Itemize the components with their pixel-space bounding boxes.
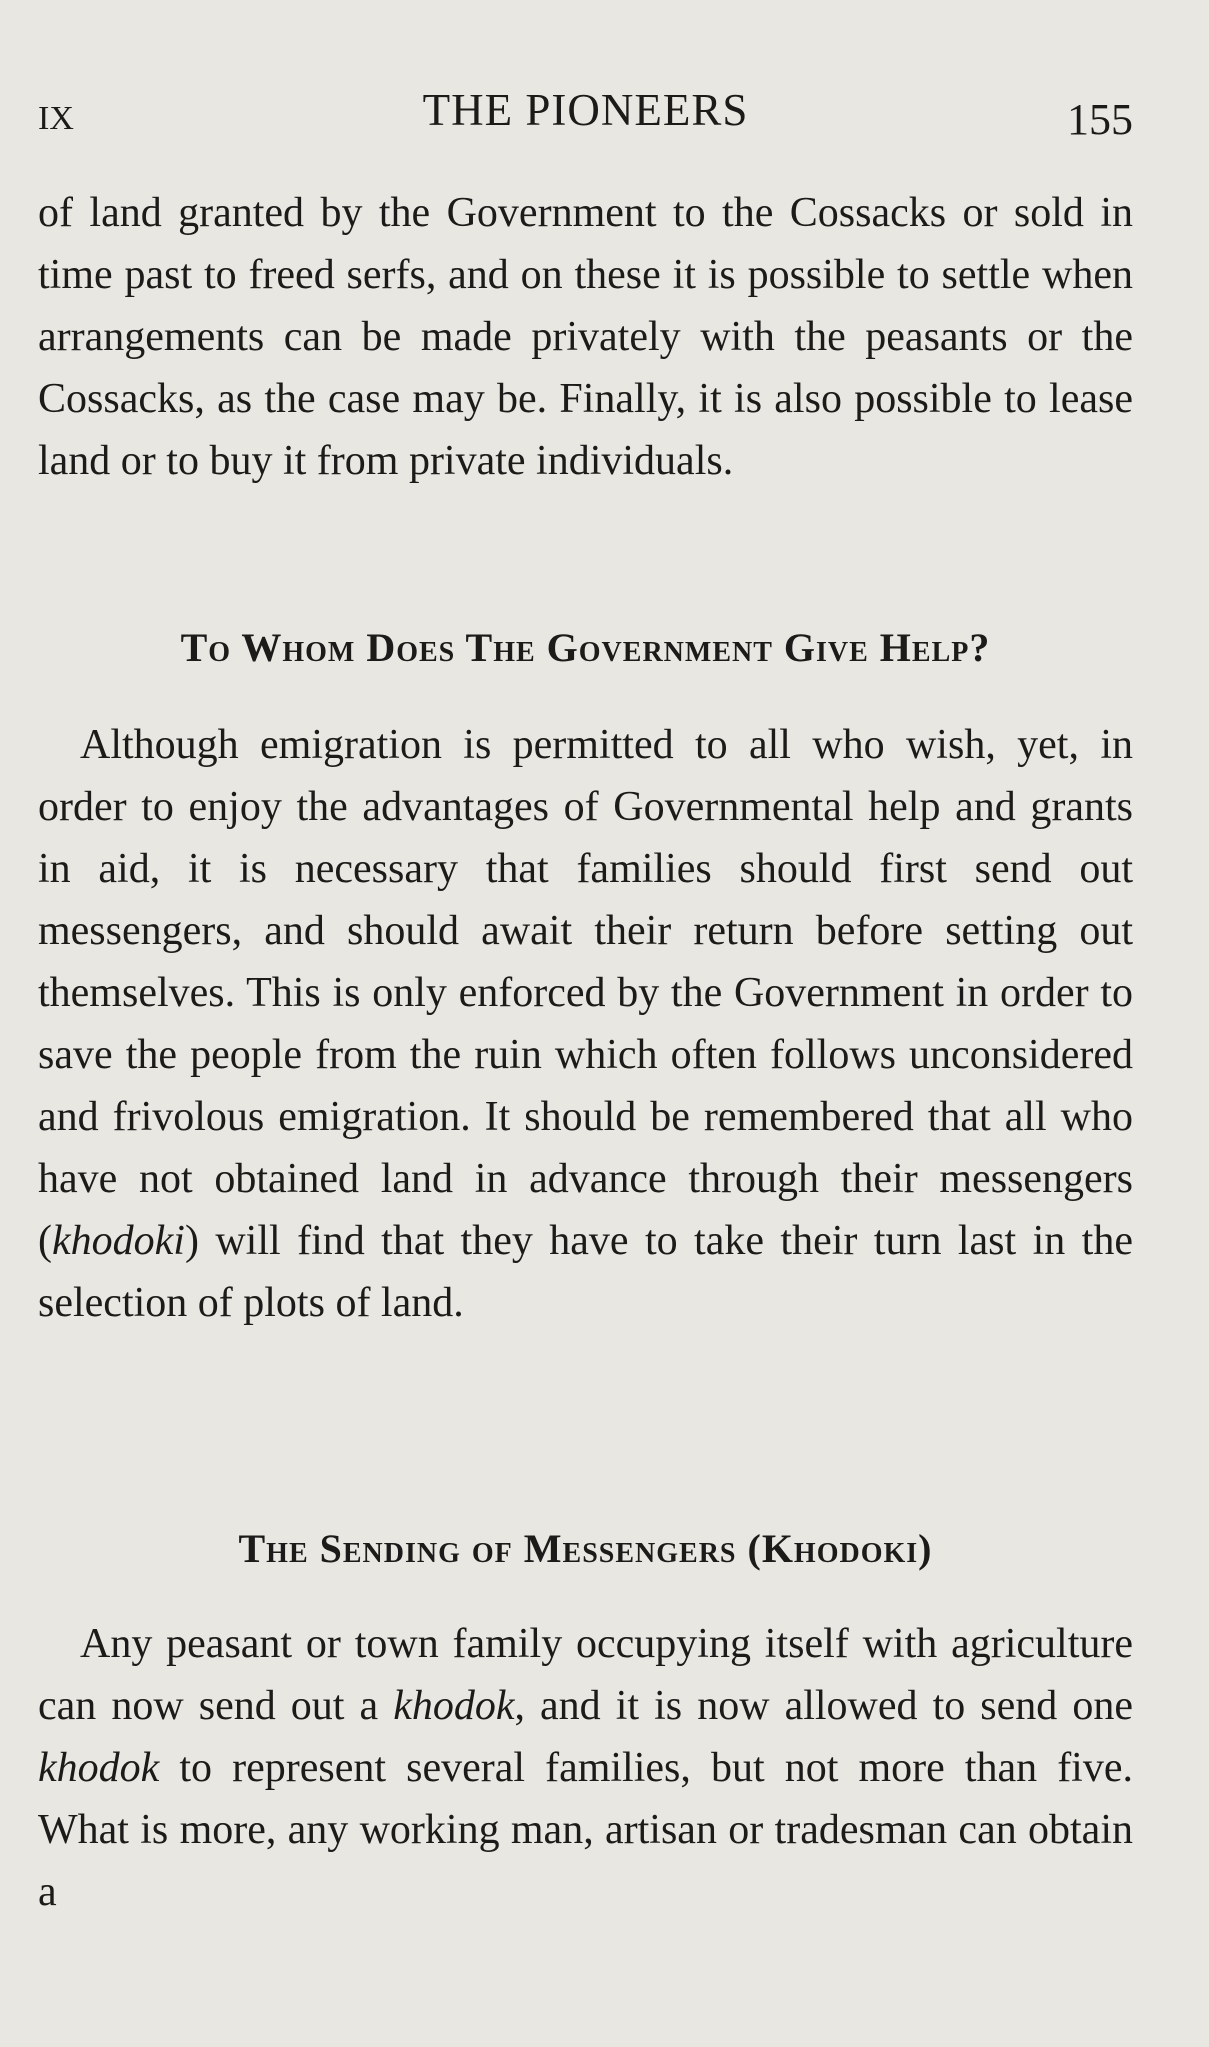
paragraph-text: , and it is now allowed to send one (514, 1683, 1133, 1729)
chapter-number: IX (38, 100, 74, 137)
paragraph-sending-khodok (38, 1613, 1133, 1923)
running-title: THE PIONEERS (422, 85, 749, 135)
page-number: 155 (1067, 95, 1133, 144)
book-page (38, 0, 1133, 2047)
section-heading-government-help: To Whom Does The Government Give Help? (180, 625, 991, 670)
italic-term-khodok: khodok (38, 1745, 160, 1791)
section-heading-sending-messengers: The Sending of Messengers (Khodoki) (238, 1526, 933, 1571)
italic-term-khodoki: khodoki (52, 1218, 185, 1264)
italic-term-khodok: khodok (393, 1683, 515, 1729)
paragraph-text: to represent several families, but not more than five. What is more, any working man, artisan or tradesman can obtain a (38, 1745, 1133, 1915)
paragraph-text: Although emigration is permitted to all who wish, yet, in order to enjoy the advantages of Governmental help and grants in aid, it is necessary that families should first send out messengers, and should await their return before setting out themselves. This is only enforced by the Government in order to save the people from the ruin which often follows unconsidered and frivolous emigration. It should be remembered that all who have not obtained land in advance through their messengers ( (38, 722, 1133, 1264)
paragraph-emigration-help (38, 714, 1133, 1334)
paragraph-text: ) will find that they have to take their turn last in the selection of plots of land. (38, 1218, 1133, 1326)
paragraph-continued: of land granted by the Government to the Cossacks or sold in time past to freed serfs, and on these it is possible to settle when arrangements can be made privately with the peasants or the Cossacks, as the case may be. Finally, it is also possible to lease land or to buy it from private individuals. (38, 190, 1133, 484)
running-head (38, 84, 1133, 144)
paragraph-text: Any peasant or town family occupying itself with agriculture can now send out a (38, 1621, 1133, 1729)
